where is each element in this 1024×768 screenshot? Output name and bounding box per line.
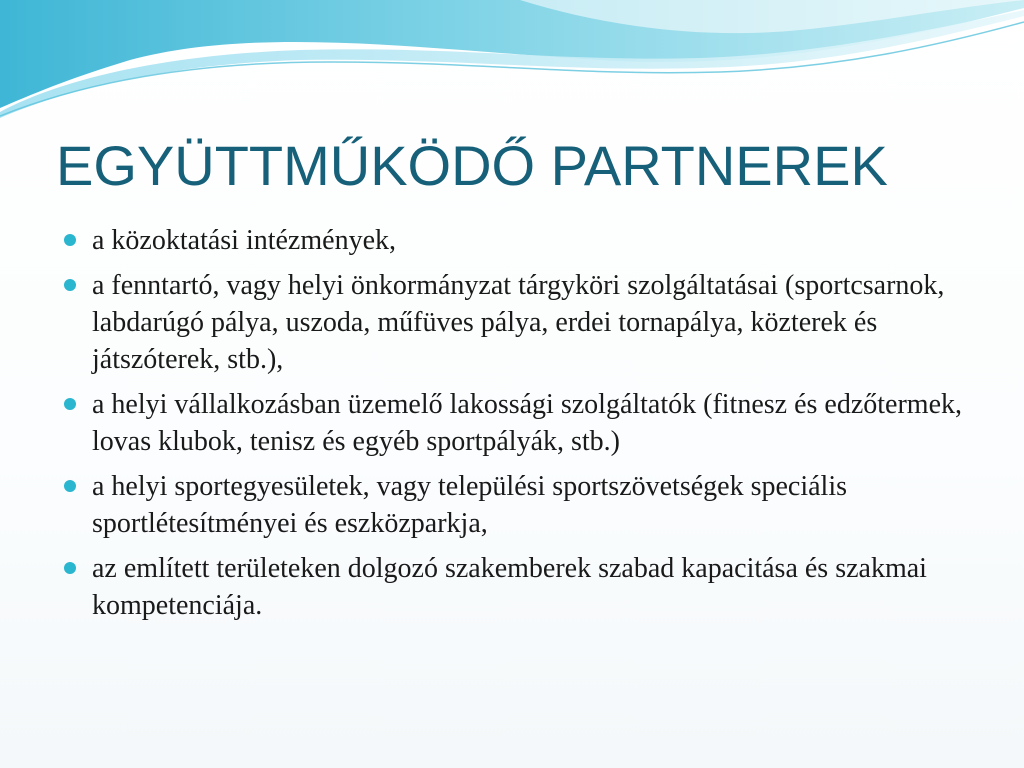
list-item-text: a helyi vállalkozásban üzemelő lakossági szolgáltatók (fitnesz és edzőtermek, lovas klubok, tenisz és egyéb sportpályák, stb.) bbox=[92, 389, 963, 457]
bullet-icon bbox=[64, 279, 76, 291]
list-item-text: a helyi sportegyesületek, vagy települési sportszövetségek speciális sportlétesítményei és eszközparkja, bbox=[92, 471, 848, 539]
list-item bbox=[62, 468, 962, 542]
bullet-icon bbox=[64, 480, 76, 492]
list-item bbox=[62, 386, 962, 460]
bullet-icon bbox=[64, 234, 76, 246]
list-item-text: a közoktatási intézmények, bbox=[92, 225, 396, 256]
bullet-list bbox=[62, 222, 962, 632]
list-item bbox=[62, 222, 962, 259]
header-wave-decoration bbox=[0, 0, 1024, 120]
slide-title: EGYÜTTMŰKÖDŐ PARTNEREK bbox=[56, 134, 888, 197]
bullet-icon bbox=[64, 562, 76, 574]
list-item bbox=[62, 267, 962, 378]
list-item-text: a fenntartó, vagy helyi önkormányzat tárgyköri szolgáltatásai (sportcsarnok, labdarúgó pálya, uszoda, műfüves pálya, erdei tornapálya, közterek és játszóterek, stb.), bbox=[92, 270, 945, 375]
list-item-text: az említett területeken dolgozó szakemberek szabad kapacitása és szakmai kompetenciája. bbox=[92, 553, 927, 621]
bullet-icon bbox=[64, 398, 76, 410]
list-item bbox=[62, 550, 962, 624]
